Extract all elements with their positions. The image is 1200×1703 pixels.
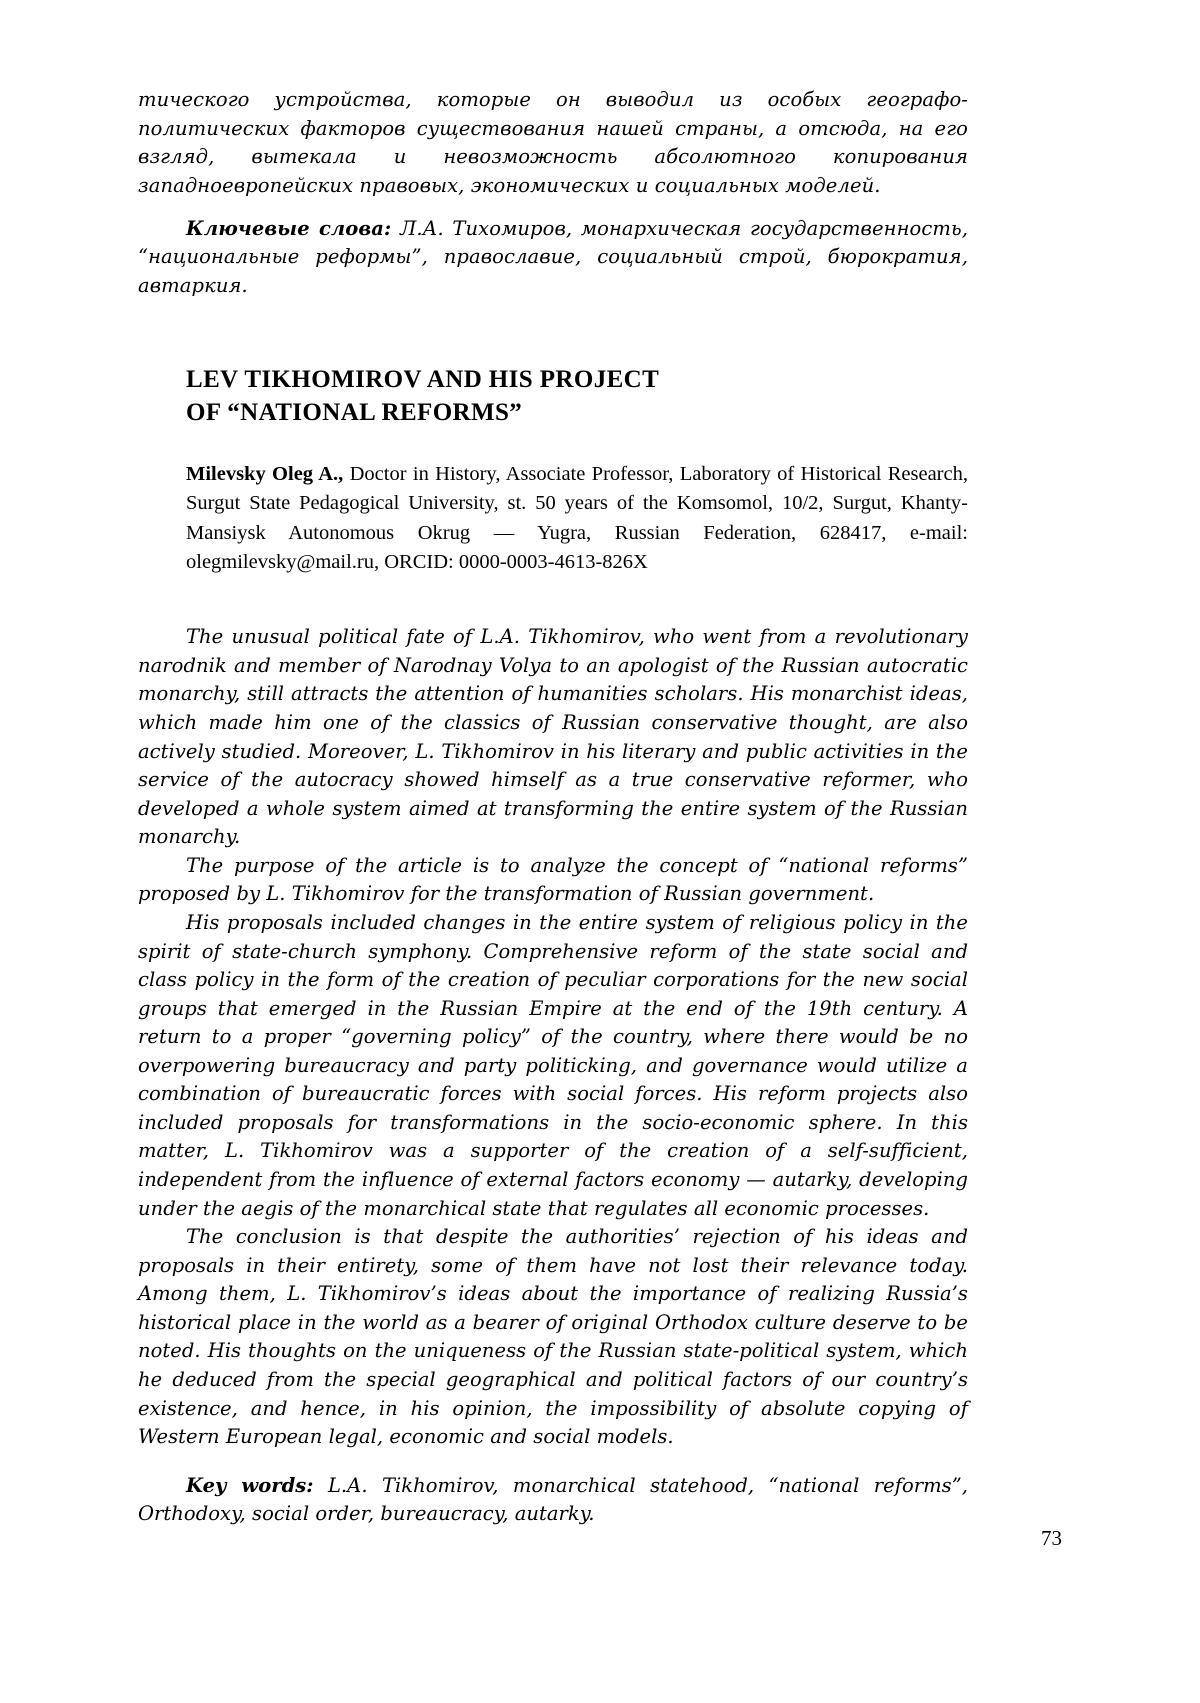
abstract-paragraph: The unusual political fate of L.A. Tikhomirov, who went from a revolutionary narodnik and member of Narodnay Volya to an apologist of the Russian autocratic monarchy, still attracts the attention of humanities scholars. His monarchist ideas, which made him one of the classics of Russian conservative thought, are also actively studied. Moreover, L. Tikhomirov in his literary and public activities in the service of the autocracy showed himself as a true conservative reformer, who developed a whole system aimed at transforming the entire system of the Russian monarchy. xyxy=(138,625,968,849)
russian-abstract-tail: тического устройства, которые он выводил из особых географо-политических факторов существования нашей страны, а отсюда, на его взгляд, вытекала и невозможность абсолютного копирования западноевропейских правовых, экономических и социальных моделей. xyxy=(138,88,968,197)
article-title-line-2: OF “NATIONAL REFORMS” xyxy=(186,399,523,427)
russian-keywords-text: Л.А. Тихомиров, монархическая государственность, “национальные реформы”, православие, социальный строй, бюрократия, автаркия. xyxy=(138,216,968,297)
english-keywords-paragraph xyxy=(138,1472,968,1529)
russian-keywords xyxy=(138,215,968,301)
article-title xyxy=(186,363,968,431)
russian-keywords-label: Ключевые слова: xyxy=(186,216,392,240)
author-name: Milevsky Oleg A., xyxy=(186,463,344,486)
english-keywords-text: L.A. Tikhomirov, monarchical statehood, “national reforms”, Orthodoxy, social order, bureaucracy, autarky. xyxy=(138,1473,968,1526)
english-abstract xyxy=(138,623,968,1451)
author-affiliation: Doctor in History, Associate Professor, Laboratory of Historical Research, Surgut State Pedagogical University, st. 50 years of the Komsomol, 10/2, Surgut, Khanty-Mansiysk Autonomous Okrug — Yugra, Russian Federation, 628417, e-mail: olegmilevsky@mail.ru, ORCID: 0000-0003-4613-826X xyxy=(186,463,968,574)
author-affiliation-block xyxy=(186,460,968,577)
abstract-paragraph: The conclusion is that despite the authorities’ rejection of his ideas and proposals in their entirety, some of them have not lost their relevance today. Among them, L. Tikhomirov’s ideas about the importance of realizing Russia’s historical place in the world as a bearer of original Orthodox culture deserve to be noted. His thoughts on the uniqueness of the Russian state-political system, which he deduced from the special geographical and political factors of our country’s existence, and hence, in his opinion, the impossibility of absolute copying of Western European legal, economic and social models. xyxy=(138,1225,968,1449)
page-content xyxy=(138,86,968,1529)
english-keywords-label: Key words: xyxy=(186,1473,314,1497)
paragraph-spacer xyxy=(138,201,968,215)
abstract-paragraph: The purpose of the article is to analyze the concept of “national reforms” proposed by L. Tikhomirov for the transformation of Russian government. xyxy=(138,853,968,906)
article-title-line-1: LEV TIKHOMIROV AND HIS PROJECT xyxy=(186,365,660,393)
english-keywords xyxy=(138,1472,968,1529)
abstract-paragraph: His proposals included changes in the entire system of religious policy in the spirit of state-church symphony. Comprehensive reform of the state social and class policy in the form of the creation of peculiar corporations for the new social groups that emerged in the Russian Empire at the end of the 19th century. A return to a proper “governing policy” of the country, where there would be no overpowering bureaucracy and party politicking, and governance would utilize a combination of bureaucratic forces with social forces. His reform projects also included proposals for transformations in the socio-economic sphere. In this matter, L. Tikhomirov was a supporter of the creation of a self-sufficient, independent from the influence of external factors economy — autarky, developing under the aegis of the monarchical state that regulates all economic processes. xyxy=(138,910,968,1220)
page-number: 73 xyxy=(1041,1526,1062,1550)
